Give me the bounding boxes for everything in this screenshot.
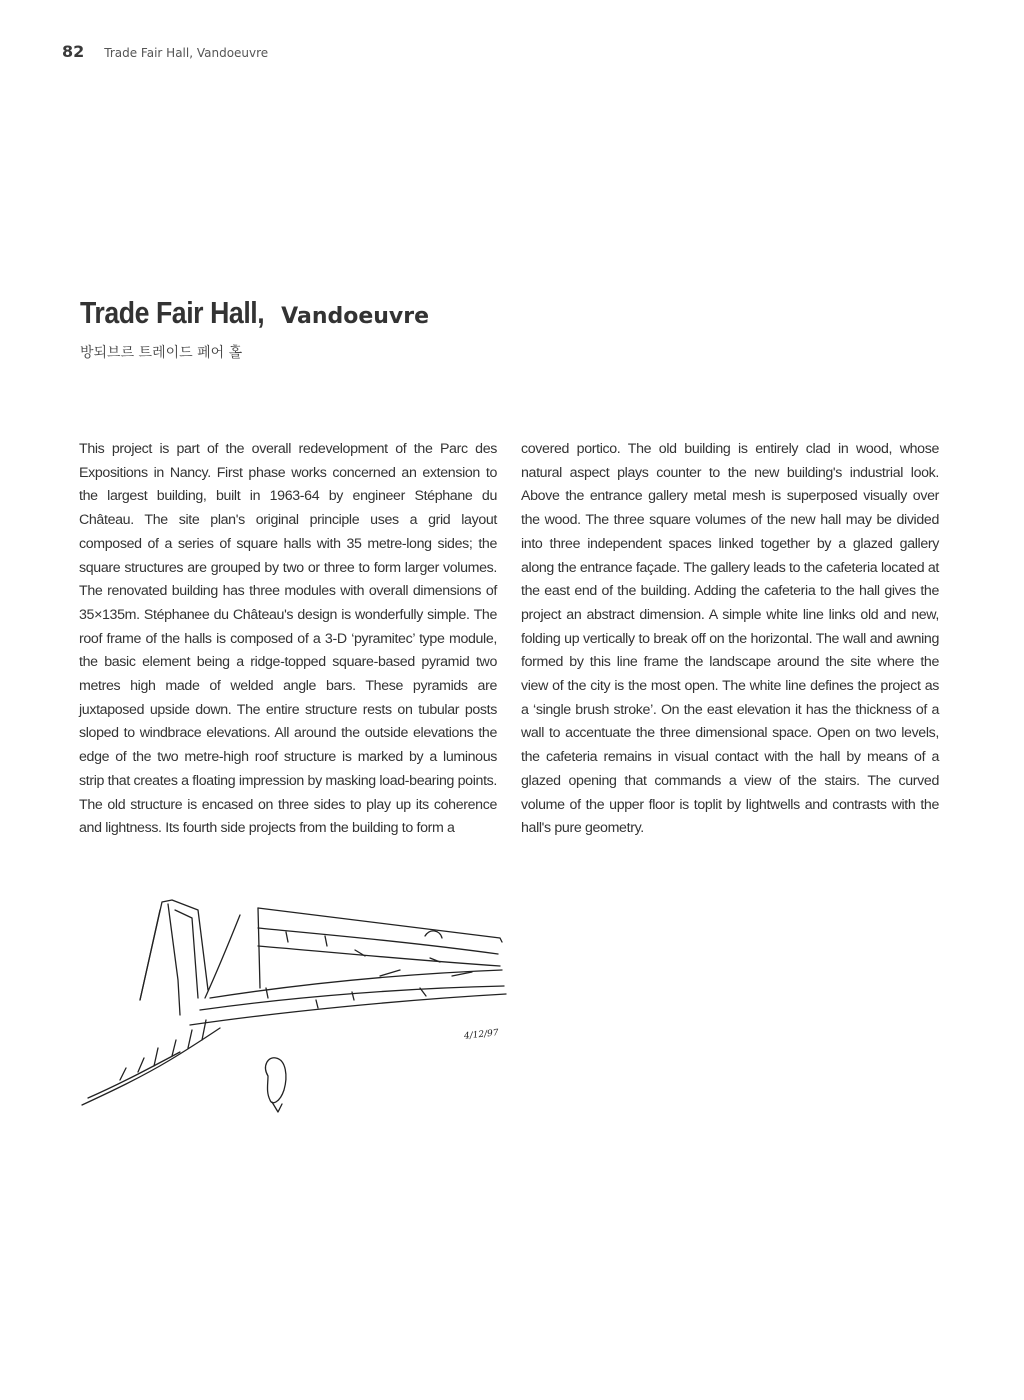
running-head: [62, 42, 268, 61]
sketch-mark: [316, 1000, 318, 1008]
sketch-tower-inner: [168, 904, 180, 1015]
title-block: [80, 296, 429, 362]
page-title: [80, 296, 429, 328]
running-title: Trade Fair Hall, Vandoeuvre: [104, 46, 269, 60]
body-column-left: This project is part of the overall redevelopment of the Parc des Expositions in Nancy. First phase works concerned an extension to the largest building, built in 1963-64 by engineer Stéphane du Château. The site plan's original principle uses a grid layout composed of a series of square halls with 35 metre-long sides; the square structures are grouped by two or three to form larger volumes. The renovated building has three modules with overall dimensions of 35×135m. Stéphanee du Château's design is wonderfully simple. The roof frame of the halls is composed of a 3-D ‘pyramitec’ type module, the basic element being a ridge-topped square-based pyramid two metres high made of welded angle bars. These pyramids are juxtaposed upside down. The entire structure rests on tubular posts sloped to windbrace elevations. All around the outside elevations the edge of the two metre-high roof structure is marked by a luminous strip that creates a floating impression by masking load-bearing points. The old structure is encased on three sides to play up its coherence and lightness. Its fourth side projects from the building to form a: [79, 441, 497, 837]
sketch-figure: [266, 1058, 286, 1103]
page-number: 82: [62, 42, 85, 61]
sketch-roof-line-1: [258, 908, 502, 942]
sketch-roof-line-2: [258, 928, 498, 954]
sketch-mark-curve: [425, 931, 442, 938]
sketch-date-note: 4/12/97: [463, 1028, 500, 1042]
title-sub: Vandoeuvre: [281, 304, 430, 329]
sketch-mark: [286, 932, 288, 942]
sketch-hatching: [120, 1020, 206, 1080]
korean-subtitle: 방되브르 트레이드 페어 홀: [80, 345, 243, 361]
sketch-roof-line-5: [200, 986, 504, 1010]
sketch-figure-base: [272, 1102, 282, 1112]
body-columns: [79, 438, 939, 841]
sketch-awning-edge: [205, 915, 240, 998]
title-main: Trade Fair Hall,: [80, 295, 265, 330]
sketch-mark: [380, 970, 400, 976]
sketch-ground-line: [82, 1028, 220, 1105]
body-column-right: covered portico. The old building is entirely clad in wood, whose natural aspect plays counter to the new building's industrial look. Above the entrance gallery metal mesh is superposed visually over the wood. The three square volumes of the new hall may be divided into three independent spaces linked together by a glazed gallery along the entrance façade. The gallery leads to the cafeteria located at the east end of the building. Adding the cafeteria to the hall gives the project an abstract dimension. A simple white line links old and new, folding up vertically to break off on the horizontal. The wall and awning formed by this line frame the landscape around the site where the view of the city is the most open. The white line defines the project as a ‘single brush stroke’. On the east elevation it has the thickness of a wall to accentuate the three dimensional space. Open on two levels, the cafeteria remains in visual contact with the hall by means of a glazed opening that commands a view of the stairs. The curved volume of the upper floor is toplit by lightwells and contrasts with the hall's pure geometry.: [521, 441, 939, 837]
sketch-tower-edge: [140, 910, 160, 1000]
sketch-mark: [325, 936, 327, 946]
sketch-roof-line-6: [190, 994, 506, 1025]
sketch-roof-vertical: [258, 908, 260, 988]
sketch-ground-line-2: [88, 1052, 180, 1098]
architect-sketch: [80, 880, 520, 1120]
sketch-drawing: [80, 880, 520, 1120]
